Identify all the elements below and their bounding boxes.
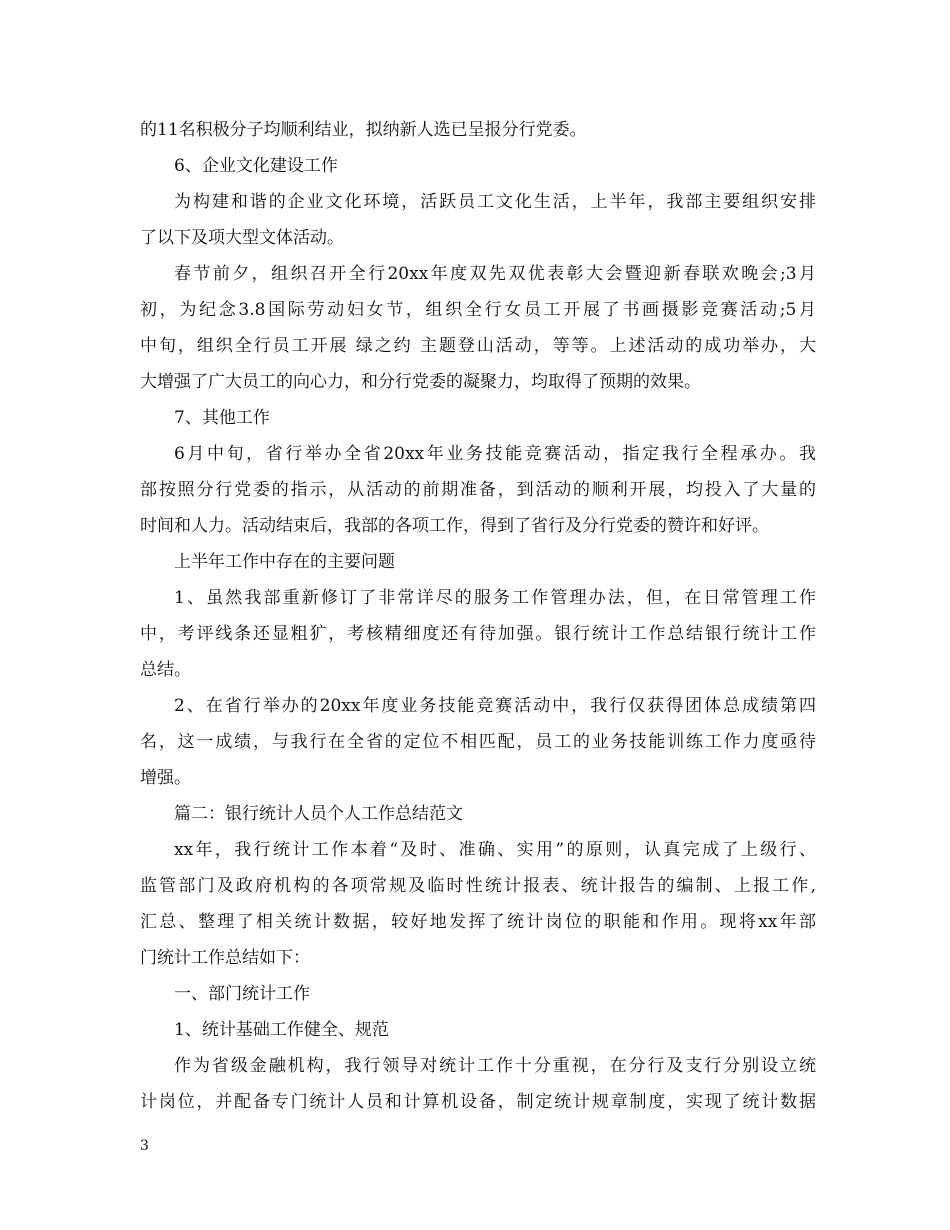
text-line: 门统计工作总结如下： bbox=[140, 948, 310, 968]
text-line: xx年，我行统计工作本着“及时、准确、实用”的原则，认真完成了上级行、 bbox=[174, 840, 816, 860]
text-line: 为构建和谐的企业文化环境，活跃员工文化生活，上半年，我部主要组织安排 bbox=[174, 192, 816, 212]
text-line: 篇二：银行统计人员个人工作总结范文 bbox=[174, 804, 463, 824]
text-line: 大增强了广大员工的向心力，和分行党委的凝聚力，均取得了预期的效果。 bbox=[140, 372, 701, 392]
document-body bbox=[140, 112, 816, 1120]
text-line: 名，这一成绩，与我行在全省的定位不相匹配，员工的业务技能训练工作力度亟待 bbox=[140, 732, 816, 752]
text-line: 2、在省行举办的20xx年度业务技能竞赛活动中，我行仅获得团体总成绩第四 bbox=[174, 696, 816, 716]
text-line: 作为省级金融机构，我行领导对统计工作十分重视，在分行及支行分别设立统 bbox=[174, 1056, 816, 1076]
text-line: 一、部门统计工作 bbox=[174, 984, 310, 1004]
text-line: 时间和人力。活动结束后，我部的各项工作，得到了省行及分行党委的赞许和好评。 bbox=[140, 516, 769, 536]
text-line: 初，为纪念3.8国际劳动妇女节，组织全行女员工开展了书画摄影竞赛活动;5月 bbox=[140, 300, 816, 320]
text-line: 7、其他工作 bbox=[174, 408, 270, 428]
text-line: 计岗位，并配备专门统计人员和计算机设备，制定统计规章制度，实现了统计数据 bbox=[140, 1092, 816, 1112]
text-line: 总结。 bbox=[140, 660, 191, 680]
text-line: 6月中旬，省行举办全省20xx年业务技能竞赛活动，指定我行全程承办。我 bbox=[174, 444, 816, 464]
text-line: 1、统计基础工作健全、规范 bbox=[174, 1020, 389, 1040]
text-line: 汇总、整理了相关统计数据，较好地发挥了统计岗位的职能和作用。现将xx年部 bbox=[140, 912, 816, 932]
page-number: 3 bbox=[140, 1138, 149, 1154]
text-line: 1、虽然我部重新修订了非常详尽的服务工作管理办法，但，在日常管理工作 bbox=[174, 588, 816, 608]
text-line: 上半年工作中存在的主要问题 bbox=[174, 552, 395, 572]
text-line: 中，考评线条还显粗犷，考核精细度还有待加强。银行统计工作总结银行统计工作 bbox=[140, 624, 816, 644]
text-line: 的11名积极分子均顺利结业，拟纳新人选已呈报分行党委。 bbox=[140, 120, 587, 140]
text-line: 中旬，组织全行员工开展 绿之约 主题登山活动，等等。上述活动的成功举办，大 bbox=[140, 336, 816, 356]
text-line: 春节前夕，组织召开全行20xx年度双先双优表彰大会暨迎新春联欢晚会;3月 bbox=[174, 264, 816, 284]
text-line: 增强。 bbox=[140, 768, 191, 788]
text-line: 部按照分行党委的指示，从活动的前期准备，到活动的顺利开展，均投入了大量的 bbox=[140, 480, 816, 500]
text-line: 了以下及项大型文体活动。 bbox=[140, 228, 344, 248]
text-line: 监管部门及政府机构的各项常规及临时性统计报表、统计报告的编制、上报工作, bbox=[140, 876, 816, 896]
text-line: 6、企业文化建设工作 bbox=[174, 156, 338, 176]
